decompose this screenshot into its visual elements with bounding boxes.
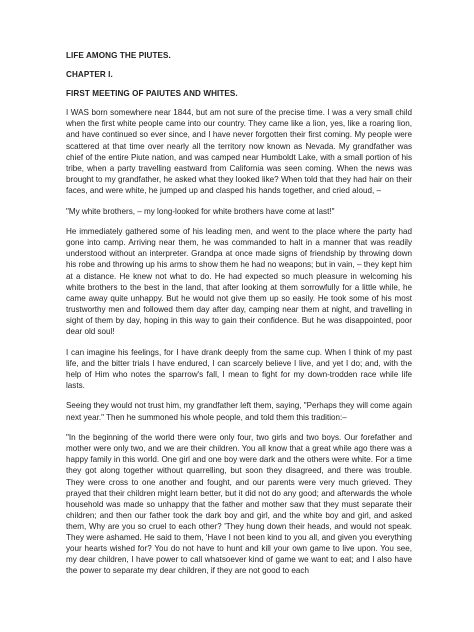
paragraph-5: Seeing they would not trust him, my grandfather left them, saying, "Perhaps they will come again next year." Then he summoned his whole people, and told them this tradition:– <box>66 401 412 422</box>
document-page <box>66 50 412 586</box>
book-title: LIFE AMONG THE PIUTES. <box>66 51 171 60</box>
paragraph-3: He immediately gathered some of his leading men, and went to the place where the party had gone into camp. Arriving near them, he was commanded to halt in a manner that was readily understood without an interpreter. Grandpa at once made signs of friendship by throwing down his robe and throwing up his arms to show them he had no weapons; but in vain, – they kept him at a distance. He knew not what to do. He had expected so much pleasure in welcoming his white brothers to the best in the land, that after looking at them sorrowfully for a little while, he came away quite unhappy. But he would not give them up so easily. He took some of his most trustworthy men and followed them day after day, camping near them at night, and travelling in sight of them by day, hoping in this way to gain their confidence. But he was disappointed, poor dear old soul! <box>66 227 412 336</box>
paragraph-2-quote: "My white brothers, – my long-looked for white brothers have come at last!" <box>66 206 335 216</box>
paragraph-4: I can imagine his feelings, for I have drank deeply from the same cup. When I think of my past life, and the bitter trials I have endured, I can scarcely believe I live, and yet I do; and, with the help of Him who notes the sparrow's fall, I mean to fight for my down-trodden race while life lasts. <box>66 347 412 390</box>
chapter-number: CHAPTER I. <box>66 70 113 80</box>
paragraph-6: "In the beginning of the world there were only four, two girls and two boys. Our forefather and mother were only two, and we are their children. You all know that a great while ago there was a happy family in this world. One girl and one boy were dark and the others were white. For a time they got along together without quarrelling, but soon they disagreed, and there was trouble. They were cross to one another and fought, and our parents were very much grieved. They prayed that their children might learn better, but it did not do any good; and afterwards the whole household was made so unhappy that the father and mother saw that they must separate their children; and then our father took the dark boy and girl, and the white boy and girl, and asked them, Why are you so cruel to each other? 'They hung down their heads, and would not speak. They were ashamed. He said to them, 'Have I not been kind to you all, and given you everything your hearts wished for? You do not have to hunt and kill your own game to live upon. You see, my dear children, I have power to call whatsoever kind of game we want to eat; and I also have the power to separate my dear children, if they are not good to each <box>66 433 412 576</box>
chapter-title: FIRST MEETING OF PAIUTES AND WHITES. <box>66 89 238 99</box>
paragraph-1: I WAS born somewhere near 1844, but am not sure of the precise time. I was a very small child when the first white people came into our country. They came like a lion, yes, like a roaring lion, and have continued so ever since, and I have never forgotten their first coming. My people were scattered at that time over nearly all the territory now known as Nevada. My grandfather was chief of the entire Piute nation, and was camped near Humboldt Lake, with a small portion of his tribe, when a party travelling eastward from California was seen coming. When the news was brought to my grandfather, he asked what they looked like? When told that they had hair on their faces, and were white, he jumped up and clasped his hands together, and cried aloud, – <box>66 108 412 195</box>
